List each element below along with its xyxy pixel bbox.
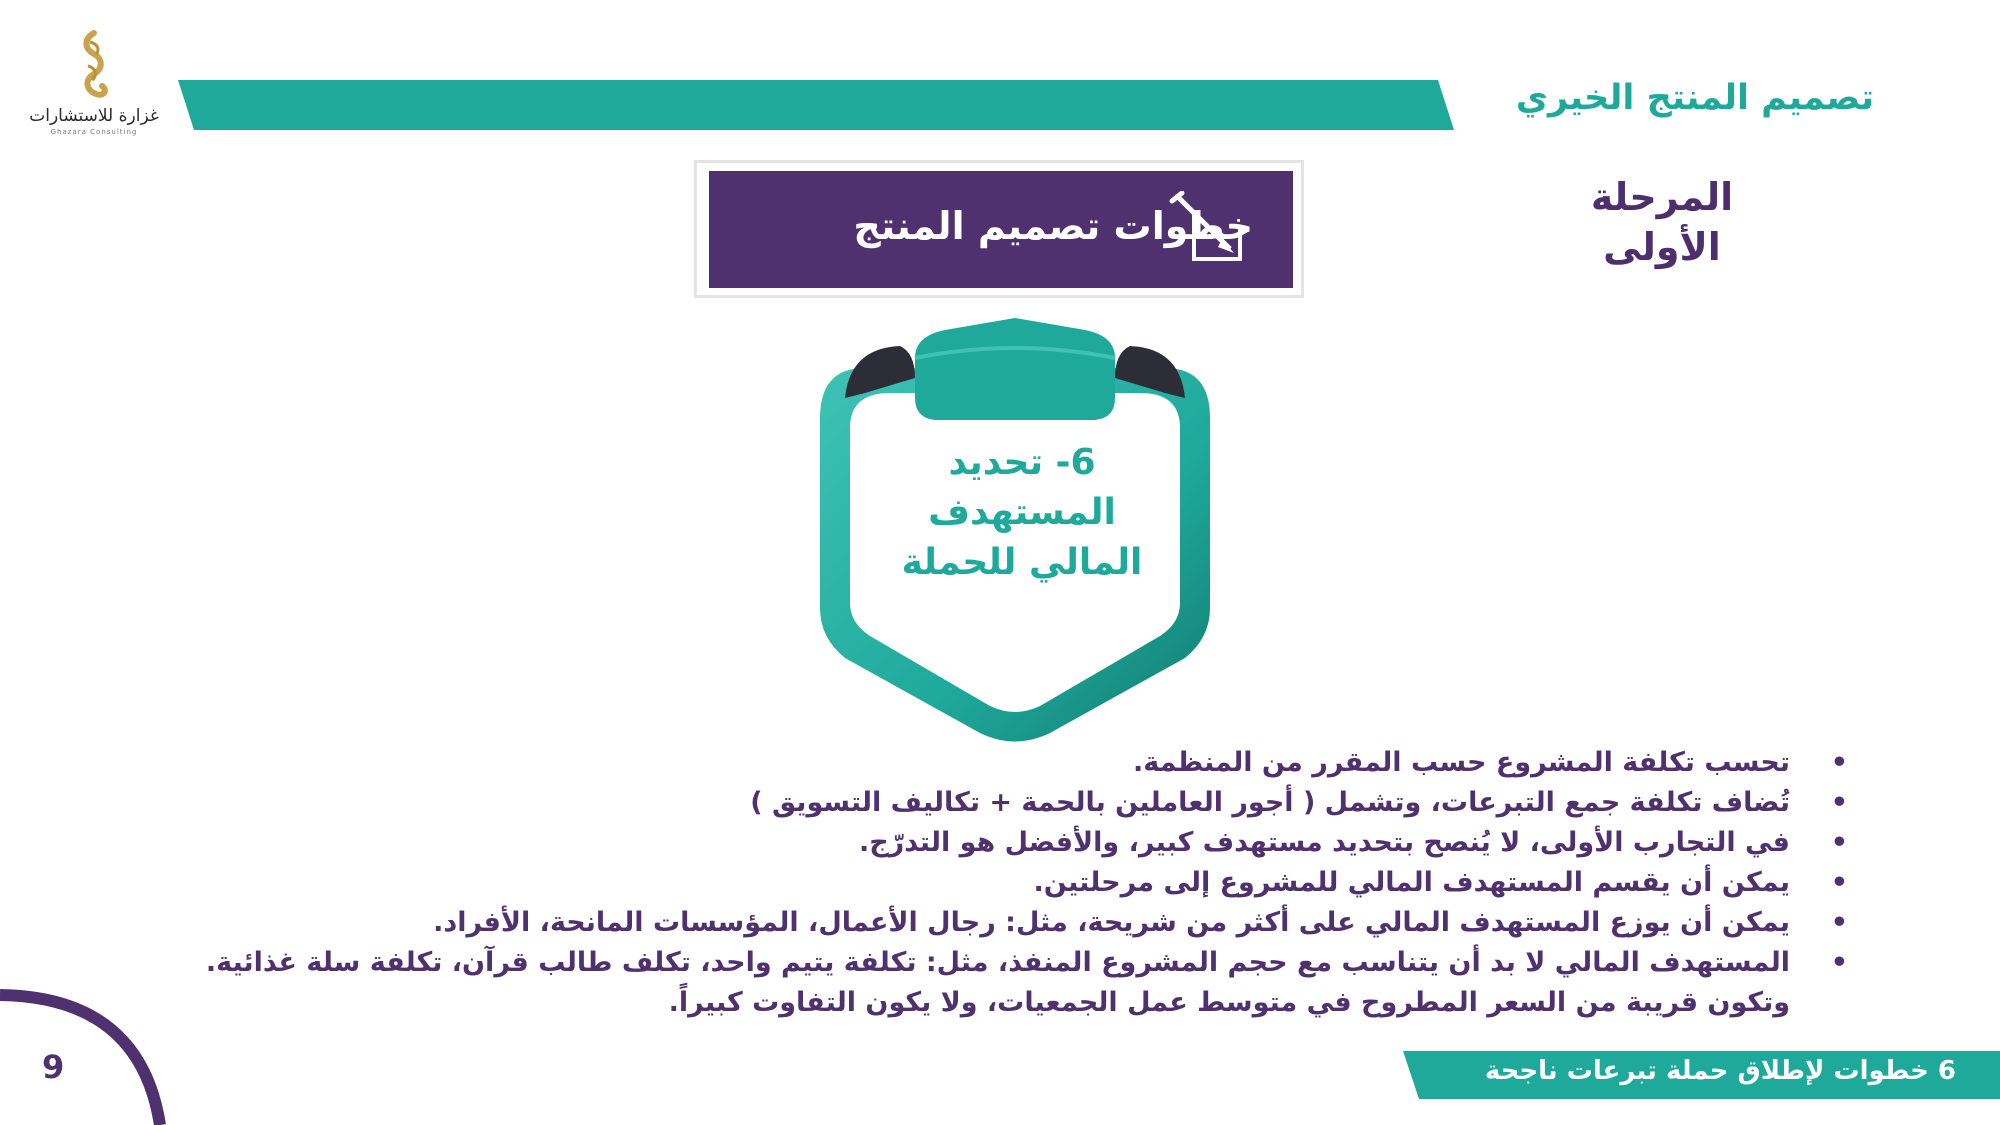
bullet-text: المستهدف المالي لا بد أن يتناسب مع حجم المشروع المنفذ، مثل: تكلفة يتيم واحد، تكلف طالب قرآن، تكلفة سلة غذائية. [205, 947, 1790, 978]
edit-icon [1164, 191, 1254, 271]
bullet-dot-icon: • [1830, 747, 1848, 778]
list-item [110, 743, 1848, 783]
badge-text [862, 438, 1182, 588]
list-item [110, 783, 1848, 823]
logo-text: غزارة للاستشارات [29, 106, 159, 126]
list-item [110, 863, 1848, 903]
header-title: تصميم المنتج الخيري [1515, 78, 1874, 118]
bullet-text: تُضاف تكلفة جمع التبرعات، وتشمل ( أجور العاملين بالحمة + تكاليف التسويق ) [750, 787, 1790, 818]
corner-arc [0, 975, 180, 1125]
logo-mark-icon [24, 28, 164, 108]
list-item-continuation [110, 983, 1790, 1023]
bullet-text: في التجارب الأولى، لا يُنصح بتحديد مستهدف كبير، والأفضل هو التدرّج. [858, 827, 1790, 858]
bullet-list [110, 743, 1848, 1023]
phase-line-2: الأولى [1603, 225, 1721, 269]
badge-line-2: المستهدف [928, 492, 1116, 533]
phase-label [1552, 172, 1772, 272]
bullet-text: وتكون قريبة من السعر المطروح في متوسط عمل الجمعيات، ولا يكون التفاوت كبيراً. [668, 987, 1790, 1018]
bullet-text: يمكن أن يوزع المستهدف المالي على أكثر من شريحة، مثل: رجال الأعمال، المؤسسات المانحة، الأفراد. [433, 907, 1790, 938]
list-item [110, 903, 1848, 943]
list-item [110, 943, 1848, 983]
bullet-dot-icon: • [1830, 827, 1848, 858]
bullet-dot-icon: • [1830, 787, 1848, 818]
bullet-text: تحسب تكلفة المشروع حسب المقرر من المنظمة. [1132, 747, 1790, 778]
header-band [178, 80, 1454, 130]
bullet-dot-icon: • [1830, 947, 1848, 978]
bullet-dot-icon: • [1830, 867, 1848, 898]
footer-title: 6 خطوات لإطلاق حملة تبرعات ناجحة [1484, 1056, 1956, 1086]
steps-box-label: خطوات تصميم المنتج [853, 204, 1253, 248]
bullet-dot-icon: • [1830, 907, 1848, 938]
page-number: 9 [42, 1048, 65, 1086]
company-logo [24, 28, 164, 143]
bullet-text: يمكن أن يقسم المستهدف المالي للمشروع إلى مرحلتين. [1033, 867, 1790, 898]
badge-line-1: 6- تحديد [948, 442, 1096, 483]
list-item [110, 823, 1848, 863]
phase-line-1: المرحلة [1590, 175, 1734, 219]
badge-line-3: المالي للحملة [901, 542, 1143, 583]
steps-box [709, 171, 1293, 288]
logo-subtext: Ghazara Consulting [50, 128, 138, 136]
